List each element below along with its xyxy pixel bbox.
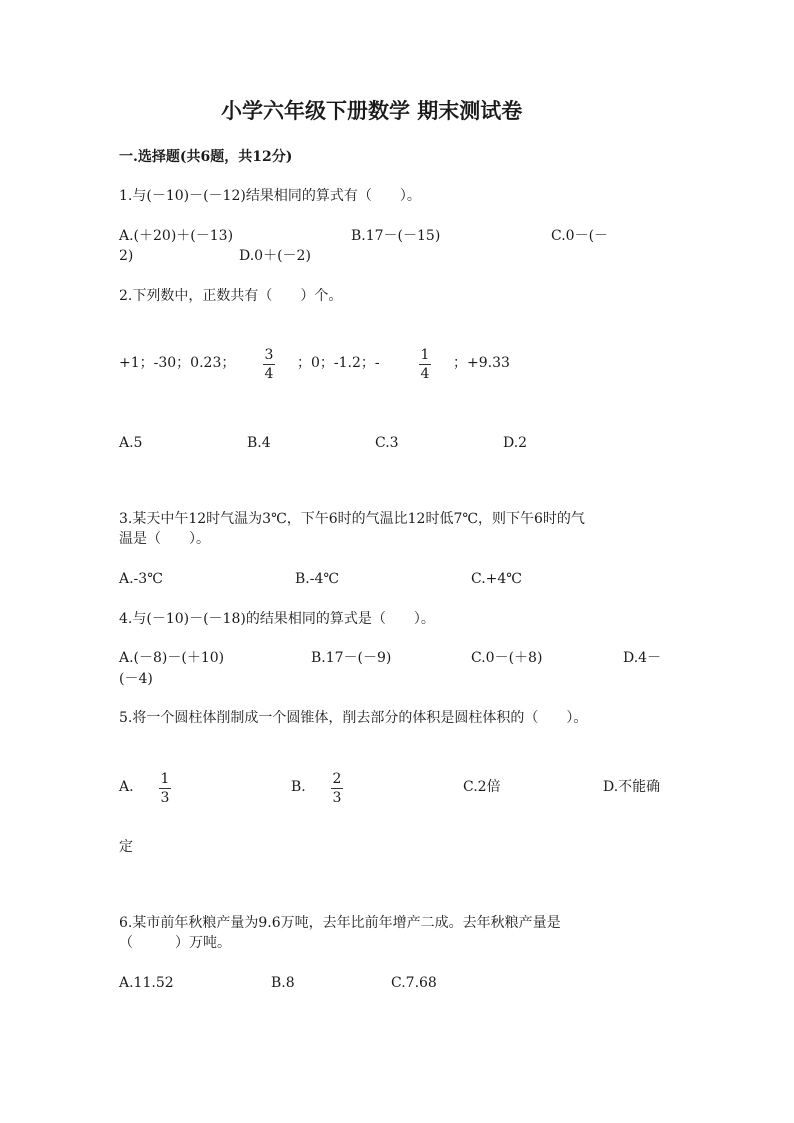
- option-a: A.-3℃: [119, 571, 163, 587]
- fraction-denominator: 3: [332, 790, 342, 806]
- fraction-denominator: 4: [420, 366, 430, 382]
- option-c: C.+4℃: [471, 571, 522, 587]
- option-d: D.4－: [623, 650, 662, 666]
- question-stem-continued: 温是（ ）。: [119, 531, 210, 547]
- option-c: C.0－(－: [551, 228, 609, 244]
- fraction-bar: [263, 364, 275, 365]
- option-b: B.8: [271, 975, 295, 991]
- fraction-denominator: 3: [160, 790, 170, 806]
- question-stem: 5.将一个圆柱体削制成一个圆锥体，削去部分的体积是圆柱体积的（ ）。: [119, 710, 588, 726]
- option-c: C.3: [375, 435, 399, 451]
- option-d-continued: (－4): [119, 671, 153, 687]
- question-stem: 4.与(－10)－(－18)的结果相同的算式是（ ）。: [119, 611, 435, 627]
- option-a-fraction: [159, 771, 171, 806]
- option-d: D.0＋(－2): [239, 248, 311, 264]
- option-a: A.(＋20)＋(－13): [119, 228, 234, 244]
- option-b: B.4: [247, 435, 271, 451]
- fraction-denominator: 4: [264, 366, 274, 382]
- question-stem: 3.某天中午12时气温为3℃，下午6时的气温比12时低7℃，则下午6时的气: [119, 511, 585, 527]
- option-c: C.2倍: [463, 779, 501, 795]
- option-b-label: B.: [291, 779, 306, 795]
- fraction: [419, 347, 431, 382]
- option-b: B.-4℃: [295, 571, 340, 587]
- option-d: D.不能确: [603, 779, 661, 795]
- fraction-bar: [419, 364, 431, 365]
- section-heading: 一.选择题(共6题，共12分): [119, 149, 293, 165]
- option-b: B.17－(－15): [351, 228, 441, 244]
- question-stem: 1.与(－10)－(－12)结果相同的算式有（ ）。: [119, 188, 421, 204]
- option-d-continued: 定: [119, 839, 133, 855]
- number-list-part: ；0；-1.2；-: [297, 355, 380, 371]
- fraction: [263, 347, 275, 382]
- number-list-part: +1；-30；0.23；: [119, 355, 236, 371]
- option-a: A.(－8)－(＋10): [119, 650, 225, 666]
- fraction-numerator: 3: [264, 347, 274, 363]
- option-d: D.2: [503, 435, 528, 451]
- fraction-numerator: 1: [420, 347, 430, 363]
- number-list-part: ；+9.33: [453, 355, 510, 371]
- fraction-numerator: 2: [332, 771, 342, 787]
- option-a-label: A.: [119, 779, 134, 795]
- question-stem: 2.下列数中，正数共有（ ）个。: [119, 288, 343, 304]
- option-c: C.7.68: [391, 975, 437, 991]
- option-a: A.11.52: [119, 975, 174, 991]
- option-c: C.0－(＋8): [471, 650, 543, 666]
- fraction-bar: [331, 788, 343, 789]
- option-a: A.5: [119, 435, 143, 451]
- fraction-bar: [159, 788, 171, 789]
- option-c-continued: 2): [119, 248, 134, 264]
- option-b: B.17－(－9): [311, 650, 392, 666]
- question-stem: 6.某市前年秋粮产量为9.6万吨，去年比前年增产二成。去年秋粮产量是: [119, 915, 561, 931]
- page-title: 小学六年级下册数学 期末测试卷: [221, 98, 523, 123]
- question-stem-continued: （ ）万吨。: [119, 935, 231, 951]
- fraction-numerator: 1: [160, 771, 170, 787]
- option-b-fraction: [331, 771, 343, 806]
